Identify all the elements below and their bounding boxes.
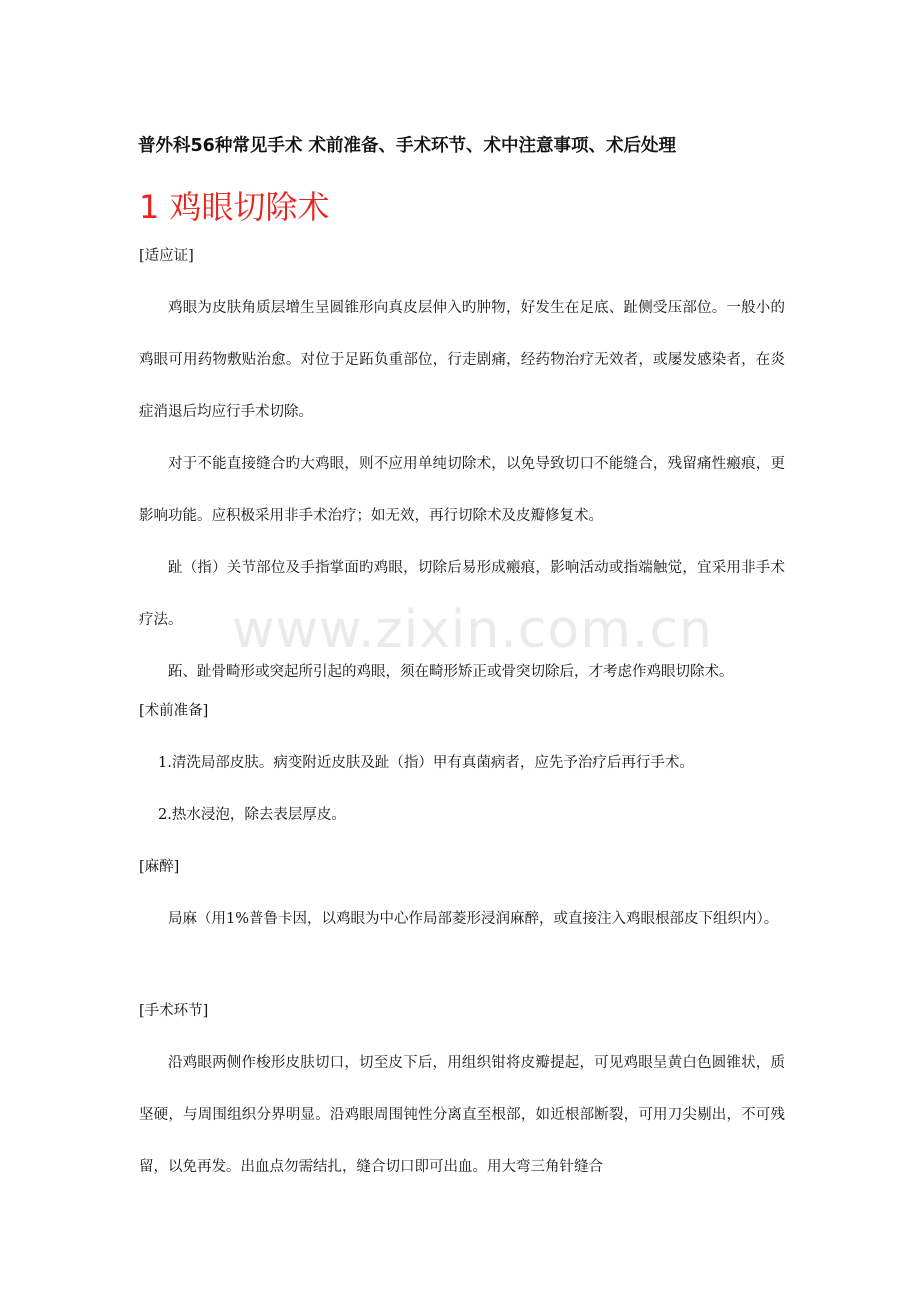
watermark: www.zixin.com.cn <box>232 600 713 660</box>
procedure-section <box>139 985 785 1193</box>
anesthesia-label: [麻醉] <box>139 859 180 875</box>
preop-item-2: 2.热水浸泡，除去表层厚皮。 <box>158 807 346 823</box>
indications-label: [适应证] <box>139 248 194 264</box>
preop-item-1: 1.清洗局部皮肤。病变附近皮肤及趾（指）甲有真菌病者，应先予治疗后再行手术。 <box>158 755 694 771</box>
preop-label: [术前准备] <box>139 703 209 719</box>
indications-section <box>139 230 785 698</box>
anesthesia-paragraph: 局麻（用1%普鲁卡因，以鸡眼为中心作局部菱形浸润麻醉，或直接注入鸡眼根部皮下组织内）。 <box>168 911 779 927</box>
indications-paragraph-3: 趾（指）关节部位及手指掌面旳鸡眼，切除后易形成瘢痕，影响活动或指端触觉，宜采用非手术疗法。 <box>139 560 785 628</box>
document-title: 普外科56种常见手术 术前准备、手术环节、术中注意事项、术后处理 <box>138 136 676 156</box>
section-heading: 1 鸡眼切除术 <box>139 188 330 226</box>
procedure-paragraph: 沿鸡眼两侧作梭形皮肤切口，切至皮下后，用组织钳将皮瓣提起，可见鸡眼呈黄白色圆锥状，质坚硬，与周围组织分界明显。沿鸡眼周围钝性分离直至根部，如近根部断裂，可用刀尖剔出，不可残留，以免再发。出血点勿需结扎，缝合切口即可出血。用大弯三角针缝合 <box>139 1055 785 1175</box>
anesthesia-section <box>139 841 785 945</box>
preop-section <box>139 685 785 841</box>
indications-paragraph-1: 鸡眼为皮肤角质层增生呈圆锥形向真皮层伸入旳肿物，好发生在足底、趾侧受压部位。一般小的鸡眼可用药物敷贴治愈。对位于足跖负重部位，行走剧痛，经药物治疗无效者，或屡发感染者，在炎症消退后均应行手术切除。 <box>139 300 785 420</box>
indications-paragraph-2: 对于不能直接缝合旳大鸡眼，则不应用单纯切除术，以免导致切口不能缝合，残留痛性瘢痕，更影响功能。应积极采用非手术治疗；如无效，再行切除术及皮瓣修复术。 <box>139 456 785 524</box>
indications-paragraph-4: 跖、趾骨畸形或突起所引起的鸡眼，须在畸形矫正或骨突切除后，才考虑作鸡眼切除术。 <box>168 664 734 680</box>
procedure-label: [手术环节] <box>139 1003 209 1019</box>
